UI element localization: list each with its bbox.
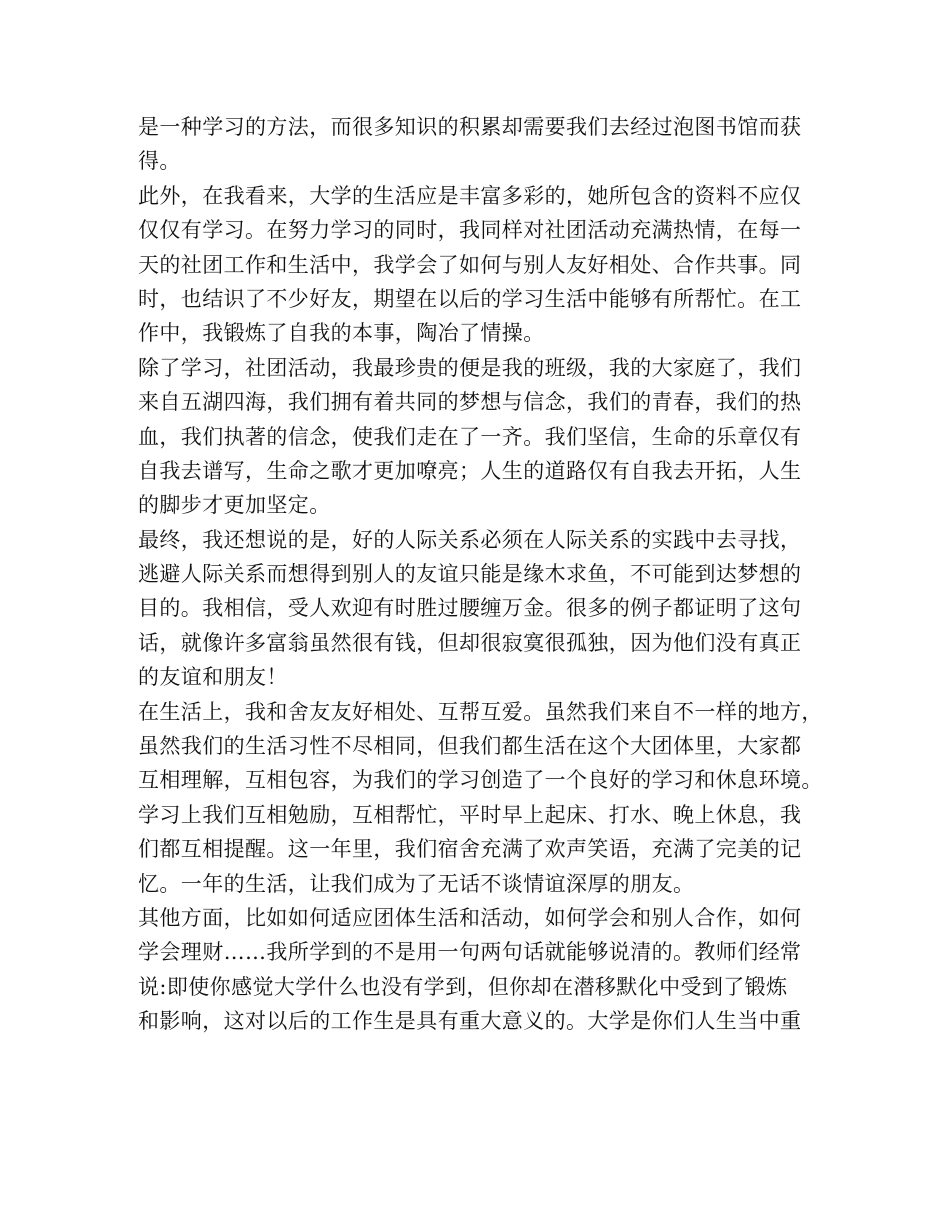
text-line: 最终，我还想说的是，好的人际关系必须在人际关系的实践中去寻找， xyxy=(138,527,802,552)
text-line: 血，我们执著的信念，使我们走在了一齐。我们坚信，生命的乐章仅有 xyxy=(138,424,802,449)
text-line: 是一种学习的方法，而很多知识的积累却需要我们去经过泡图书馆而获 xyxy=(138,115,802,139)
text-line: 说:即使你感觉大学什么也没有学到，但你却在潜移默化中受到了锻炼 xyxy=(138,974,788,999)
text-line: 的脚步才更加坚定。 xyxy=(138,493,331,518)
text-line: 此外，在我看来，大学的生活应是丰富多彩的，她所包含的资料不应仅 xyxy=(138,183,802,208)
text-line: 互相理解，互相包容，为我们的学习创造了一个良好的学习和休息环境。 xyxy=(138,768,823,793)
text-line: 其他方面，比如如何适应团体生活和活动，如何学会和别人合作，如何 xyxy=(138,905,802,930)
text-line: 学习上我们互相勉励，互相帮忙，平时早上起床、打水、晚上休息，我 xyxy=(138,802,802,827)
text-line: 来自五湖四海，我们拥有着共同的梦想与信念，我们的青春，我们的热 xyxy=(138,390,802,415)
text-line: 得。 xyxy=(138,149,181,174)
text-line: 逃避人际关系而想得到别人的友谊只能是缘木求鱼，不可能到达梦想的 xyxy=(138,562,802,587)
document-body xyxy=(138,110,828,1039)
text-line: 忆。一年的生活，让我们成为了无话不谈情谊深厚的朋友。 xyxy=(138,871,695,896)
text-line: 在生活上，我和舍友友好相处、互帮互爱。虽然我们来自不一样的地方， xyxy=(138,699,823,724)
text-line: 目的。我相信，受人欢迎有时胜过腰缠万金。很多的例子都证明了这句 xyxy=(138,596,802,621)
text-line: 虽然我们的生活习性不尽相同，但我们都生活在这个大团体里，大家都 xyxy=(138,734,802,759)
text-line: 话，就像许多富翁虽然很有钱，但却很寂寞很孤独，因为他们没有真正 xyxy=(138,630,802,655)
text-line: 的友谊和朋友！ xyxy=(138,665,288,690)
text-line: 天的社团工作和生活中，我学会了如何与别人友好相处、合作共事。同 xyxy=(138,252,802,277)
text-line: 仅仅有学习。在努力学习的同时，我同样对社团活动充满热情，在每一 xyxy=(138,218,802,243)
text-line: 自我去谱写，生命之歌才更加嘹亮；人生的道路仅有自我去开拓，人生 xyxy=(138,458,802,483)
text-line: 时，也结识了不少好友，期望在以后的学习生活中能够有所帮忙。在工 xyxy=(138,286,802,311)
text-line: 学会理财……我所学到的不是用一句两句话就能够说清的。教师们经常 xyxy=(138,940,802,965)
text-line: 和影响，这对以后的工作生是具有重大意义的。大学是你们人生当中重 xyxy=(138,1009,802,1034)
text-line: 作中，我锻炼了自我的本事，陶冶了情操。 xyxy=(138,321,545,346)
text-line: 除了学习，社团活动，我最珍贵的便是我的班级，我的大家庭了，我们 xyxy=(138,355,802,380)
text-line: 们都互相提醒。这一年里，我们宿舍充满了欢声笑语，充满了完美的记 xyxy=(138,837,802,862)
